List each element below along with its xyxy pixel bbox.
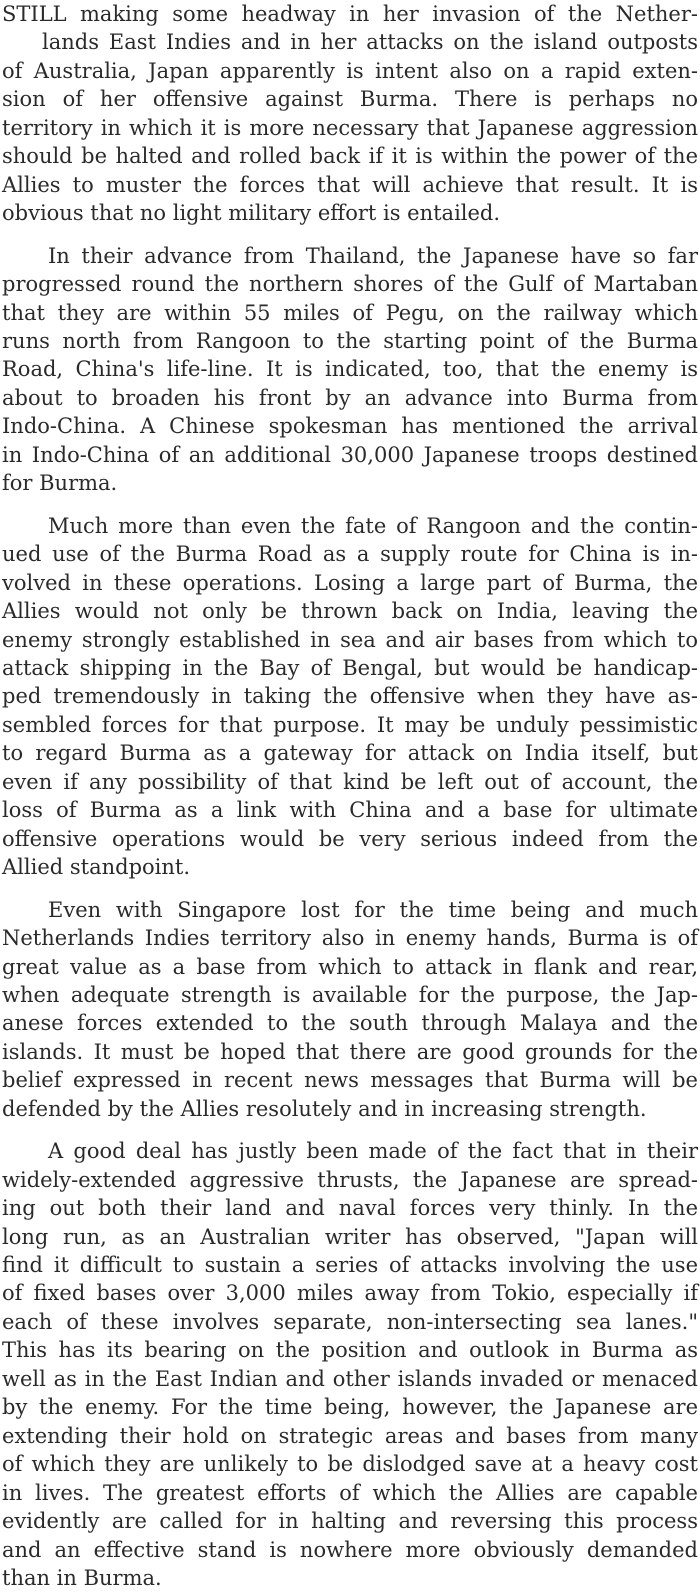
- text-line: extending their hold on strategic areas and bases from many: [2, 1423, 698, 1448]
- text-line: belief expressed in recent news messages that Burma will be: [2, 1068, 698, 1093]
- text-line: attack shipping in the Bay of Bengal, but would be handicap-: [2, 655, 698, 680]
- text-line: Allied standpoint.: [2, 855, 191, 880]
- text-line: that they are within 55 miles of Pegu, on the railway which: [2, 300, 698, 325]
- text-line: runs north from Rangoon to the starting point of the Burma: [2, 328, 698, 353]
- text-line: progressed round the northern shores of the Gulf of Martaban: [2, 272, 698, 297]
- text-line: This has its bearing on the position and outlook in Burma as: [2, 1338, 698, 1363]
- text-line: should be halted and rolled back if it is within the power of the: [2, 144, 698, 169]
- text-line: islands. It must be hoped that there are good grounds for the: [2, 1039, 698, 1064]
- text-line: when adequate strength is available for the purpose, the Jap-: [2, 982, 698, 1007]
- paragraph-2: [2, 242, 698, 498]
- text-line: A good deal has justly been made of the fact that in their: [48, 1139, 698, 1164]
- text-line: by the enemy. For the time being, however, the Japanese are: [2, 1395, 698, 1420]
- text-line: ing out both their land and naval forces very thinly. In the: [2, 1196, 698, 1221]
- paragraph-5: [2, 1137, 698, 1592]
- text-line: great value as a base from which to attack in flank and rear,: [2, 954, 698, 979]
- text-line: In their advance from Thailand, the Japanese have so far: [48, 243, 698, 268]
- text-line: sembled forces for that purpose. It may be unduly pessimistic: [2, 712, 698, 737]
- text-line: even if any possibility of that kind be left out of account, the: [2, 769, 698, 794]
- text-line: find it difficult to sustain a series of attacks involving the use: [2, 1253, 698, 1278]
- text-line: ped tremendously in taking the offensive when they have as-: [2, 684, 698, 709]
- text-line: defended by the Allies resolutely and in increasing strength.: [2, 1096, 647, 1121]
- text-line: offensive operations would be very serious indeed from the: [2, 826, 698, 851]
- paragraph-3: [2, 512, 698, 882]
- paragraph-1: [2, 0, 698, 228]
- text-line: of which they are unlikely to be dislodged save at a heavy cost: [2, 1452, 698, 1477]
- text-line: of fixed bases over 3,000 miles away from Tokio, especially if: [2, 1281, 698, 1306]
- text-line: STILL making some headway in her invasion of the Nether-: [2, 2, 698, 26]
- text-line: enemy strongly established in sea and air bases from which to: [2, 627, 698, 652]
- text-line: and an effective stand is nowhere more obviously demanded: [2, 1537, 698, 1562]
- text-line: to regard Burma as a gateway for attack on India itself, but: [2, 741, 698, 766]
- text-line: than in Burma.: [2, 1566, 162, 1591]
- text-line: well as in the East Indian and other islands invaded or menaced: [2, 1366, 698, 1391]
- text-line: evidently are called for in halting and reversing this process: [2, 1509, 698, 1534]
- text-line: Indo-China. A Chinese spokesman has mentioned the arrival: [2, 414, 698, 439]
- text-line: Allies to muster the forces that will achieve that result. It is: [2, 172, 698, 197]
- text-line: lands East Indies and in her attacks on the island outposts: [42, 30, 698, 55]
- text-line: Much more than even the fate of Rangoon and the contin-: [48, 513, 698, 538]
- text-line: each of these involves separate, non-intersecting sea lanes.": [2, 1309, 698, 1334]
- paragraph-4: [2, 896, 698, 1124]
- text-line: about to broaden his front by an advance into Burma from: [2, 385, 698, 410]
- text-line: Even with Singapore lost for the time being and much: [48, 897, 698, 922]
- text-line: anese forces extended to the south through Malaya and the: [2, 1011, 698, 1036]
- text-line: loss of Burma as a link with China and a base for ultimate: [2, 798, 698, 823]
- text-line: widely-extended aggressive thrusts, the Japanese are spread-: [2, 1167, 698, 1192]
- text-line: long run, as an Australian writer has observed, "Japan will: [2, 1224, 698, 1249]
- text-line: of Australia, Japan apparently is intent also on a rapid exten-: [2, 58, 698, 83]
- text-line: in Indo-China of an additional 30,000 Japanese troops destined: [2, 442, 698, 467]
- text-line: volved in these operations. Losing a large part of Burma, the: [2, 570, 698, 595]
- text-line: territory in which it is more necessary that Japanese aggression: [2, 115, 698, 140]
- article-column: [2, 0, 698, 1592]
- text-line: sion of her offensive against Burma. There is perhaps no: [2, 87, 698, 112]
- text-line: for Burma.: [2, 471, 118, 496]
- text-line: obvious that no light military effort is entailed.: [2, 201, 501, 226]
- text-line: Allies would not only be thrown back on India, leaving the: [2, 599, 698, 624]
- text-line: ued use of the Burma Road as a supply route for China is in-: [2, 542, 698, 567]
- text-line: Road, China's life-line. It is indicated, too, that the enemy is: [2, 357, 698, 382]
- text-line: in lives. The greatest efforts of which the Allies are capable: [2, 1480, 698, 1505]
- text-line: Netherlands Indies territory also in enemy hands, Burma is of: [2, 926, 698, 951]
